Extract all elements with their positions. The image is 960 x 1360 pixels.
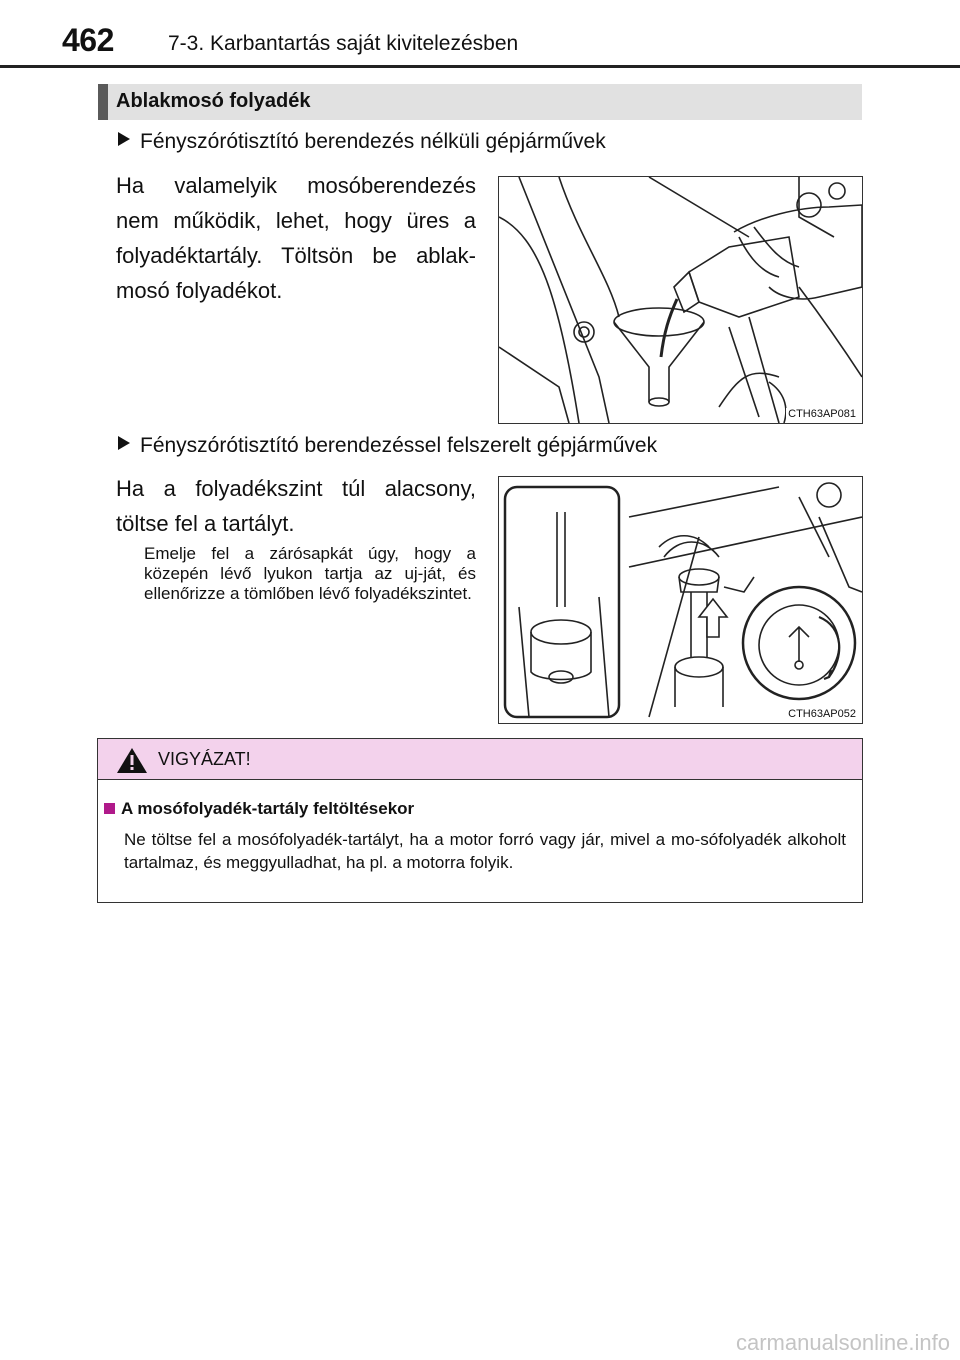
case1-heading <box>118 130 606 154</box>
section-bar-accent <box>98 84 108 120</box>
figure-code: CTH63AP081 <box>788 408 856 420</box>
chapter-title: 7-3. Karbantartás saját kivitelezésben <box>168 32 519 55</box>
level-check-illustration <box>499 477 862 723</box>
warning-box <box>97 738 863 903</box>
warning-text: Ne töltse fel a mosófolyadék-tartályt, ha a motor forró vagy jár, mivel a mo-sófolyadék alkoholt tartalmaz, és meggyulladhat, ha pl. a motorra folyik. <box>124 830 846 872</box>
figure-level-check <box>498 476 863 724</box>
warning-header <box>98 739 862 780</box>
section-title-bar <box>98 84 862 120</box>
case2-paragraph: Ha a folyadékszint túl alacsony, töltse fel a tartályt. <box>116 476 476 536</box>
case1-paragraph: Ha valamelyik mosóberendezés nem működik, lehet, hogy üres a folyadéktartály. Töltsön be ablak-mosó folyadékot. <box>116 173 476 303</box>
case2-heading <box>118 434 657 458</box>
figure-fluid-refill <box>498 176 863 424</box>
refill-illustration <box>499 177 862 423</box>
up-arrow-icon <box>699 599 727 637</box>
case2-heading-text: Fényszórótisztító berendezéssel felszerelt gépjárművek <box>140 434 658 457</box>
warning-label: VIGYÁZAT! <box>158 749 251 769</box>
header-rule <box>0 65 960 68</box>
triangle-bullet-icon <box>118 436 130 450</box>
warning-subheading-text: A mosófolyadék-tartály feltöltésekor <box>121 799 415 818</box>
watermark: carmanualsonline.info <box>735 1330 950 1355</box>
triangle-bullet-icon <box>118 132 130 146</box>
case1-heading-text: Fényszórótisztító berendezés nélküli gépjárművek <box>140 130 606 153</box>
warning-triangle-icon <box>116 747 148 774</box>
figure-code: CTH63AP052 <box>788 708 856 720</box>
page-number: 462 <box>62 22 114 58</box>
warning-subheading <box>104 799 414 819</box>
square-bullet-icon <box>104 803 115 814</box>
section-title: Ablakmosó folyadék <box>116 90 311 112</box>
case2-note: Emelje fel a zárósapkát úgy, hogy a közepén lévő lyukon tartja az uj-ját, és ellenőrizze a tömlőben lévő folyadékszintet. <box>144 544 476 603</box>
